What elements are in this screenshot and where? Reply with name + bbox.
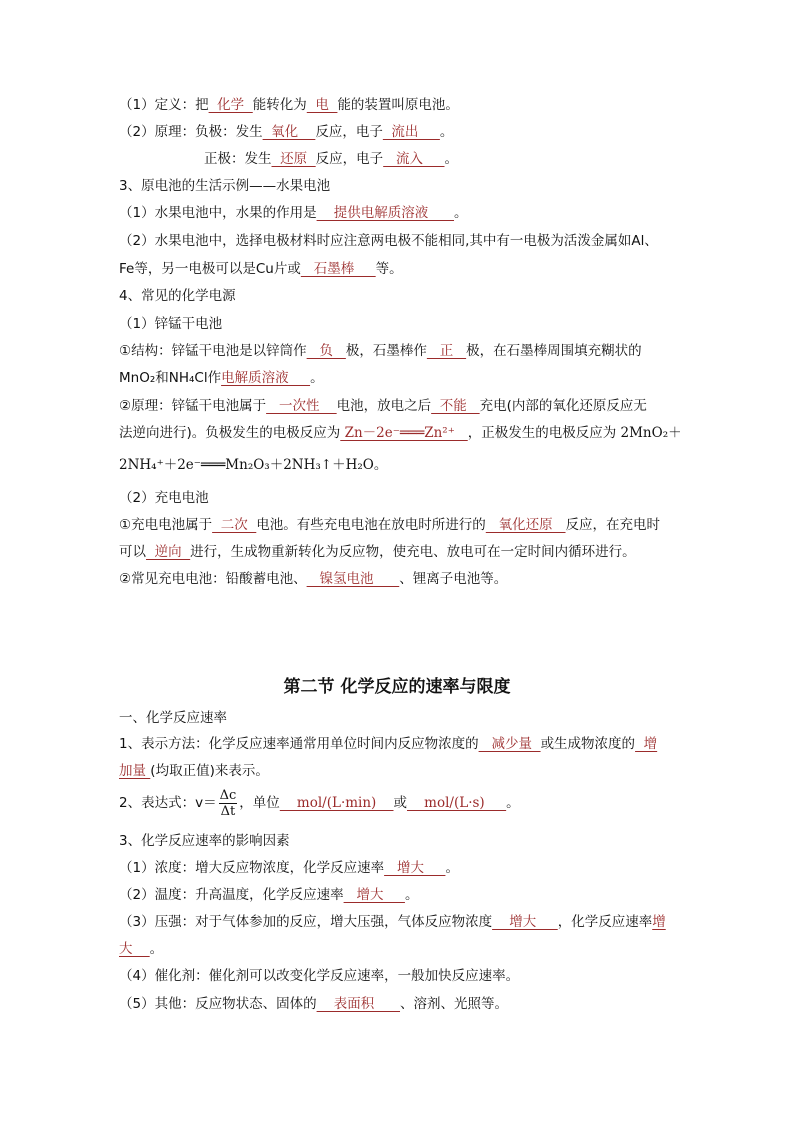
text: （5）其他：反应物状态、固体的: [119, 996, 317, 1012]
answer-blank: 流出: [382, 124, 440, 140]
text: （2）原理：负极：发生: [119, 124, 263, 140]
text: （3）压强：对于气体参加的反应，增大压强，气体反应物浓度: [119, 914, 493, 930]
text: 或生成物浓度的: [540, 736, 636, 752]
answer-blank: 增大: [492, 914, 558, 930]
answer-blank: 大: [119, 941, 150, 957]
fruit-line-1: [119, 204, 468, 222]
text: 反应，电子: [315, 124, 383, 140]
heading-chemical-power: 4、常见的化学电源: [119, 288, 236, 304]
text: ，单位: [239, 795, 280, 811]
text: 充电(内部的氧化还原反应无: [479, 398, 647, 414]
answer-blank: 增大: [384, 860, 446, 876]
answer-blank: mol/(L·s): [407, 795, 507, 811]
text: （1）浓度：增大反应物浓度，化学反应速率: [119, 860, 385, 876]
answer-blank: 石墨棒: [300, 261, 376, 277]
answer-blank: 还原: [271, 151, 316, 167]
answer-blank: 电解质溶液: [221, 370, 311, 386]
text: ①结构：锌锰干电池是以锌筒作: [119, 343, 307, 359]
text: 反应，在充电时: [565, 517, 661, 533]
heading-factors: 3、化学反应速率的影响因素: [119, 833, 290, 849]
principle-line-b: [119, 424, 682, 442]
text: ②原理：锌锰干电池属于: [119, 398, 267, 414]
fruit-line-2a: （2）水果电池中，选择电极材料时应注意两电极不能相同,其中有一电极为活泼金属如Al、: [119, 233, 658, 249]
answer-blank: Zn－2e⁻═══Zn²⁺: [340, 425, 468, 441]
text: 、锂离子电池等。: [399, 571, 508, 587]
text: 、溶剂、光照等。: [400, 996, 509, 1012]
answer-blank: 电: [306, 97, 338, 113]
text: ①充电电池属于: [119, 517, 213, 533]
text: ，正极发生的电极反应为 2MnO₂＋: [467, 425, 682, 441]
answer-blank: 二次: [212, 517, 257, 533]
expression-line: [119, 786, 520, 820]
method-line-b: [119, 762, 269, 780]
text: 反应，电子: [315, 151, 384, 167]
text: ②常见充电电池：铅酸蓄电池、: [119, 571, 307, 587]
rechargeable-line-b: [119, 543, 636, 561]
answer-blank: 化学: [208, 97, 253, 113]
text: (均取正值)来表示。: [150, 763, 269, 779]
text: 。: [404, 887, 419, 903]
text: 电池。有些充电电池在放电时所进行的: [256, 517, 486, 533]
positive-electrode-equation: 2NH₄⁺＋2e⁻═══Mn₂O₃＋2NH₃↑＋H₂O。: [119, 457, 388, 473]
text: 等。: [375, 261, 403, 277]
answer-blank: 提供电解质溶液: [316, 205, 455, 221]
factor-concentration: [119, 859, 459, 877]
text: 正极：发生: [204, 151, 272, 167]
text: （1）水果电池中，水果的作用是: [119, 205, 317, 221]
answer-blank: 流入: [383, 151, 445, 167]
answer-blank: 加量: [119, 763, 151, 779]
text: 。: [439, 124, 454, 140]
answer-blank: 氧化还原: [485, 517, 566, 533]
rechargeable-line-a: [119, 516, 660, 534]
text: 。: [444, 151, 459, 167]
text: 极，石墨棒作: [345, 343, 427, 359]
text: ，化学反应速率: [557, 914, 653, 930]
structure-line-b: [119, 369, 324, 387]
principle-positive-line: [204, 150, 458, 168]
text: 法逆向进行)。负极发生的电极反应为: [119, 425, 341, 441]
text: （1）定义：把: [119, 97, 209, 113]
answer-blank: 增大: [343, 887, 405, 903]
answer-blank: mol/(L·min): [279, 795, 394, 811]
answer-blank: 镍氢电池: [306, 571, 400, 587]
text: 。: [445, 860, 459, 876]
answer-blank: 减少量: [478, 736, 541, 752]
definition-line: [119, 96, 459, 114]
fraction-numerator: Δc: [219, 787, 237, 803]
structure-line-a: [119, 342, 642, 360]
answer-blank: 负: [306, 343, 346, 359]
fruit-line-2b: [119, 260, 403, 278]
heading-reaction-rate: 一、化学反应速率: [119, 710, 227, 726]
text: 。: [506, 795, 520, 811]
text: 。: [310, 370, 324, 386]
answer-blank: 表面积: [316, 996, 401, 1012]
text: 2、表达式：v＝: [119, 795, 217, 811]
text: 1、表示方法：化学反应速率通常用单位时间内反应物浓度的: [119, 736, 479, 752]
answer-blank: 一次性: [266, 398, 337, 414]
fraction-denominator: Δt: [220, 803, 236, 819]
principle-negative-line: [119, 123, 453, 141]
text: 可以: [119, 544, 146, 560]
text: 。: [149, 941, 164, 957]
answer-blank: 不能: [431, 398, 480, 414]
text: 电池，放电之后: [336, 398, 432, 414]
text: 或: [393, 795, 407, 811]
heading-fruit-battery: 3、原电池的生活示例——水果电池: [119, 178, 331, 194]
answer-blank: 增: [635, 736, 658, 752]
factor-pressure-a: [119, 913, 666, 931]
section-title: 第二节 化学反应的速率与限度: [283, 677, 511, 697]
text: 能的装置叫原电池。: [337, 97, 459, 113]
answer-blank: 氧化: [262, 124, 316, 140]
factor-temperature: [119, 886, 418, 904]
answer-blank: 正: [426, 343, 467, 359]
rate-fraction: [219, 788, 238, 819]
factor-catalyst: （4）催化剂：催化剂可以改变化学反应速率，一般加快反应速率。: [119, 968, 520, 984]
factor-pressure-b: [119, 940, 163, 958]
answer-blank: 增: [652, 914, 666, 930]
text: Fe等，另一电极可以是Cu片或: [119, 261, 301, 277]
text: 极，在石墨棒周围填充糊状的: [466, 343, 642, 359]
text: （2）温度：升高温度，化学反应速率: [119, 887, 344, 903]
heading-rechargeable: （2）充电电池: [119, 490, 209, 506]
text: 能转化为: [252, 97, 307, 113]
factor-other: [119, 995, 508, 1013]
heading-zinc-manganese: （1）锌锰干电池: [119, 316, 223, 332]
text: 。: [454, 205, 468, 221]
text: 进行，生成物重新转化为反应物，使充电、放电可在一定时间内循环进行。: [190, 544, 636, 560]
answer-blank: 逆向: [146, 544, 191, 560]
text: MnO₂和NH₄Cl作: [119, 370, 222, 386]
method-line-a: [119, 735, 657, 753]
principle-line-a: [119, 397, 647, 415]
common-rechargeable-line: [119, 570, 507, 588]
